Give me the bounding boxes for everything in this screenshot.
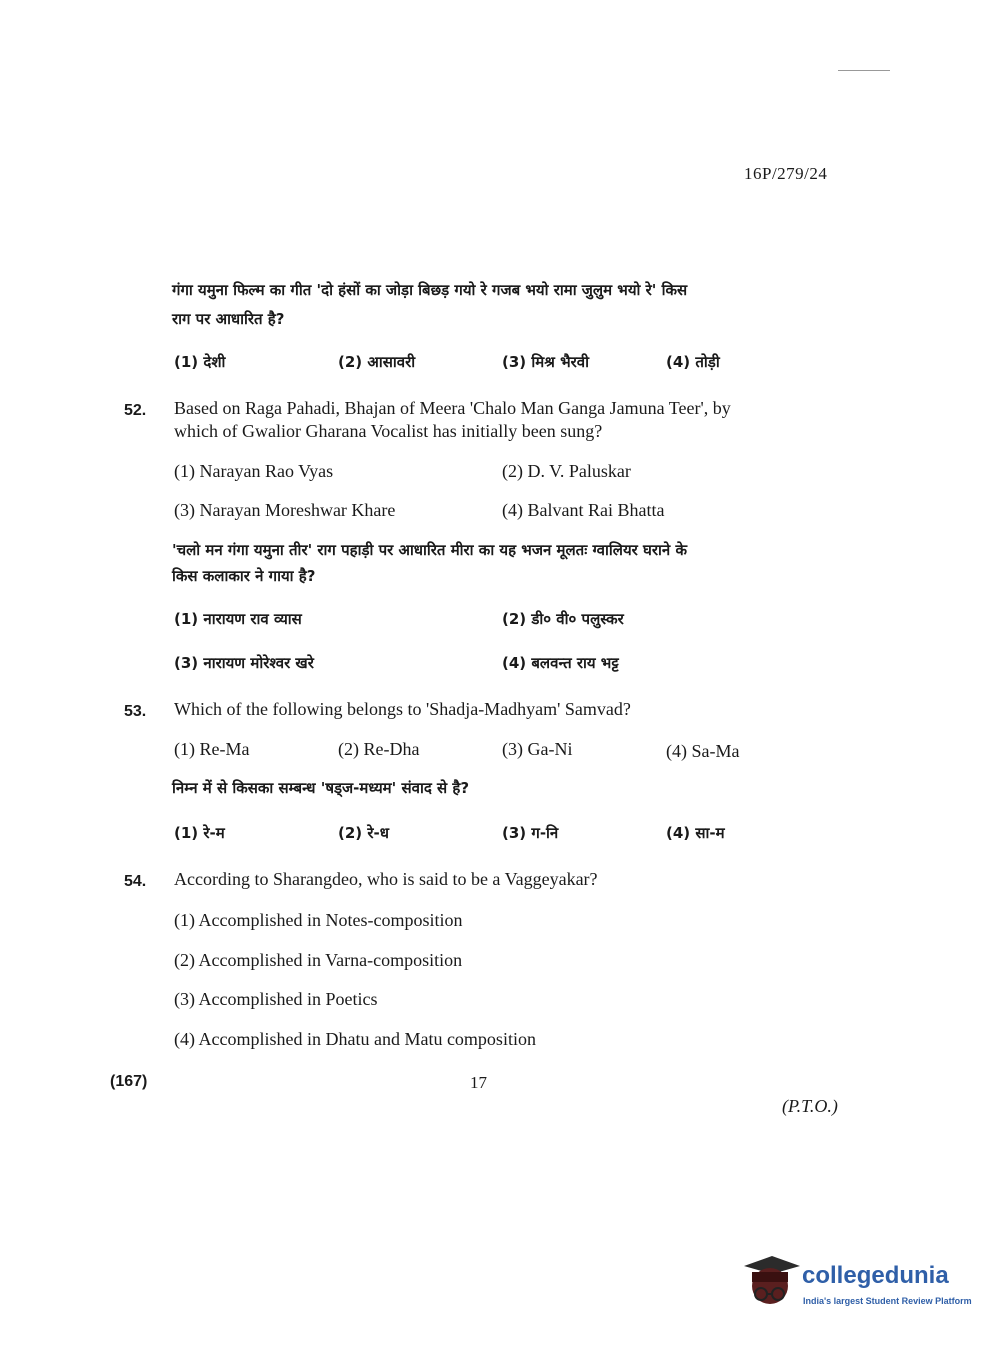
- q53-option-2: (2) Re-Dha: [338, 739, 420, 759]
- q53-hindi-option-2: (2) रे-ध: [338, 824, 389, 842]
- footer-code: (167): [110, 1073, 148, 1090]
- q51-hindi-option-1: (1) देशी: [174, 353, 226, 371]
- q53-hindi-line-1: निम्न में से किसका सम्बन्ध 'षड्ज-मध्यम' संवाद से है?: [172, 779, 470, 797]
- logo-tagline: India's largest Student Review Platform: [803, 1296, 972, 1306]
- q52-hindi-option-4: (4) बलवन्त राय भट्ट: [502, 654, 619, 672]
- q51-hindi-option-4: (4) तोड़ी: [666, 353, 720, 371]
- q53-hindi-option-4: (4) सा-म: [666, 824, 725, 842]
- q52-hindi-option-2: (2) डी० वी० पलुस्कर: [502, 610, 624, 628]
- q51-hindi-option-2: (2) आसावरी: [338, 353, 416, 371]
- q53-option-4: (4) Sa-Ma: [666, 741, 740, 761]
- q53-number: 53.: [124, 703, 147, 720]
- q52-hindi-option-1: (1) नारायण राव व्यास: [174, 610, 302, 628]
- q52-line-1: Based on Raga Pahadi, Bhajan of Meera 'Chalo Man Ganga Jamuna Teer', by: [174, 398, 731, 418]
- q52-number: 52.: [124, 402, 147, 419]
- q54-option-3: (3) Accomplished in Poetics: [174, 989, 378, 1009]
- q53-line-1: Which of the following belongs to 'Shadja-Madhyam' Samvad?: [174, 699, 631, 719]
- q51-hindi-line-2: राग पर आधारित है?: [172, 310, 285, 328]
- q52-option-1: (1) Narayan Rao Vyas: [174, 461, 334, 481]
- q52-line-2: which of Gwalior Gharana Vocalist has initially been sung?: [174, 421, 603, 441]
- q54-option-1: (1) Accomplished in Notes-composition: [174, 910, 463, 930]
- q52-option-3: (3) Narayan Moreshwar Khare: [174, 500, 396, 520]
- q53-hindi-option-1: (1) रे-म: [174, 824, 225, 842]
- q54-number: 54.: [124, 873, 147, 890]
- page-number: 17: [470, 1073, 487, 1092]
- q52-option-4: (4) Balvant Rai Bhatta: [502, 500, 665, 520]
- pto-label: (P.T.O.): [782, 1096, 838, 1116]
- q52-hindi-line-2: किस कलाकार ने गाया है?: [172, 567, 316, 585]
- q53-option-3: (3) Ga-Ni: [502, 739, 573, 759]
- q54-option-2: (2) Accomplished in Varna-composition: [174, 950, 463, 970]
- q52-hindi-option-3: (3) नारायण मोरेश्वर खरे: [174, 654, 314, 672]
- paper-code: 16P/279/24: [744, 164, 828, 183]
- q52-option-2: (2) D. V. Paluskar: [502, 461, 631, 481]
- q54-line-1: According to Sharangdeo, who is said to be a Vaggeyakar?: [174, 869, 598, 889]
- q51-hindi-option-3: (3) मिश्र भैरवी: [502, 353, 589, 371]
- top-rule: [838, 70, 890, 71]
- q52-hindi-line-1: 'चलो मन गंगा यमुना तीर' राग पहाड़ी पर आधारित मीरा का यह भजन मूलतः ग्वालियर घराने के: [172, 541, 687, 559]
- q53-hindi-option-3: (3) ग-नि: [502, 824, 559, 842]
- q53-option-1: (1) Re-Ma: [174, 739, 250, 759]
- q51-hindi-line-1: गंगा यमुना फिल्म का गीत 'दो हंसों का जोड़ा बिछड़ गयो रे गजब भयो रामा जुलुम भयो रे' किस: [172, 281, 688, 299]
- q54-option-4: (4) Accomplished in Dhatu and Matu composition: [174, 1029, 536, 1049]
- logo-name: collegedunia: [802, 1262, 949, 1289]
